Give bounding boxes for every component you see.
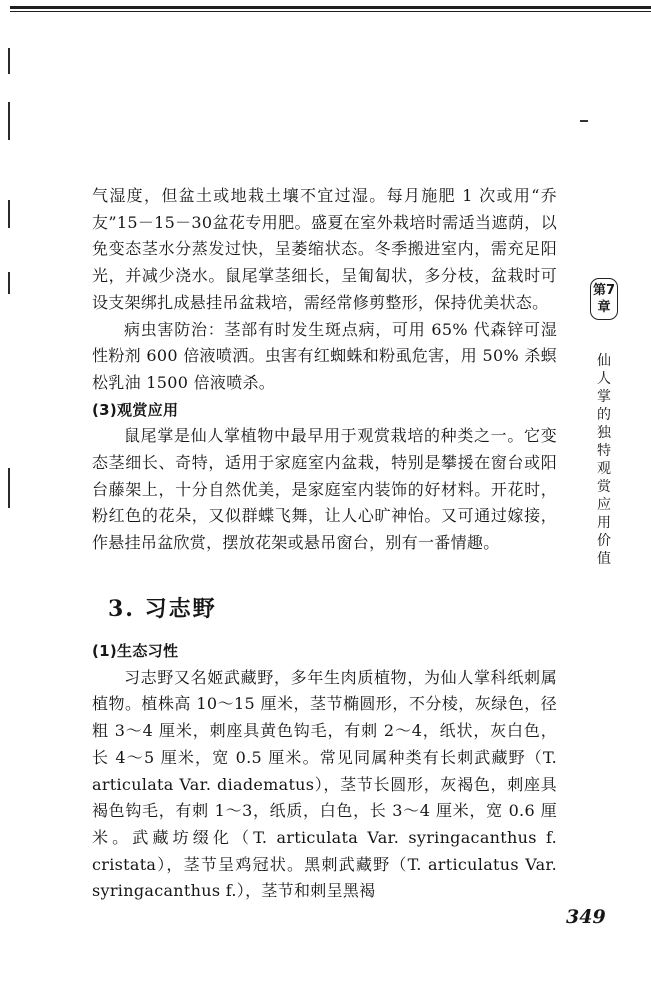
page-number: 349 bbox=[566, 906, 606, 928]
chapter-badge: 第7章 bbox=[590, 278, 618, 320]
paragraph-continued: 气湿度，但盆土或地栽土壤不宜过湿。每月施肥 1 次或用“乔友”15－15－30盆花专用肥。盛夏在室外栽培时需适当遮荫，以免变态茎水分蒸发过快，呈萎缩状态。冬季搬进室内，需充足阳光，并减少浇水。鼠尾掌茎细长，呈匍匐状，多分枝，盆栽时可设支架绑扎成悬挂吊盆栽培，需经常修剪整形，保持优美状态。 bbox=[92, 186, 557, 312]
left-edge-mark bbox=[8, 200, 10, 228]
left-edge-mark bbox=[8, 468, 10, 508]
left-edge-mark bbox=[8, 48, 10, 74]
section-title: 3. 习志野 bbox=[108, 596, 217, 622]
paragraph-ornamental-use: 鼠尾掌是仙人掌植物中最早用于观赏栽培的种类之一。它变态茎细长、奇特，适用于家庭室内盆栽，特别是攀援在窗台或阳台藤架上，十分自然优美，是家庭室内装饰的好材料。开花时，粉红色的花朵，又似群蝶飞舞，让人心旷神怡。又可通过嫁接，作悬挂吊盆欣赏，摆放花架或悬吊窗台，别有一番情趣。 bbox=[92, 426, 557, 553]
text-block-upper bbox=[92, 183, 557, 557]
left-edge-mark bbox=[8, 272, 10, 294]
left-edge-mark bbox=[8, 102, 10, 140]
top-border-rule bbox=[10, 6, 651, 9]
running-side-title: 仙人掌的独特观赏应用价值 bbox=[597, 353, 611, 567]
scan-tick-mark bbox=[580, 120, 588, 122]
text-block-lower bbox=[92, 638, 557, 905]
top-border-rule-thin bbox=[10, 11, 651, 12]
subheading-ornamental-use: (3)观赏应用 bbox=[92, 400, 179, 419]
subheading-ecology: (1)生态习性 bbox=[92, 642, 179, 660]
paragraph-pest-control: 病虫害防治：茎部有时发生斑点病，可用 65% 代森锌可湿性粉剂 600 倍液喷洒。虫害有红蜘蛛和粉虱危害，用 50% 杀螟松乳油 1500 倍液喷杀。 bbox=[92, 319, 557, 392]
paragraph-ecology: 习志野又名姬武藏野，多年生肉质植物，为仙人掌科纸刺属植物。植株高 10～15 厘米，茎节椭圆形，不分棱，灰绿色，径粗 3～4 厘米，刺座具黄色钩毛，有刺 2～4，纸状，灰白色，长 4～5 厘米，宽 0.5 厘米。常见同属种类有长刺武藏野（T. articulata Var. diadematus），茎节长圆形，灰褐色，刺座具褐色钩毛，有刺 1～3，纸质，白色，长 3～4 厘米，宽 0.6 厘米。武藏坊缀化（T. articulata Var. syringacanthus f. cristata），茎节呈鸡冠状。黑刺武藏野（T. articulatus Var. syringacanthus f.），茎节和刺呈黑褐 bbox=[92, 667, 557, 901]
